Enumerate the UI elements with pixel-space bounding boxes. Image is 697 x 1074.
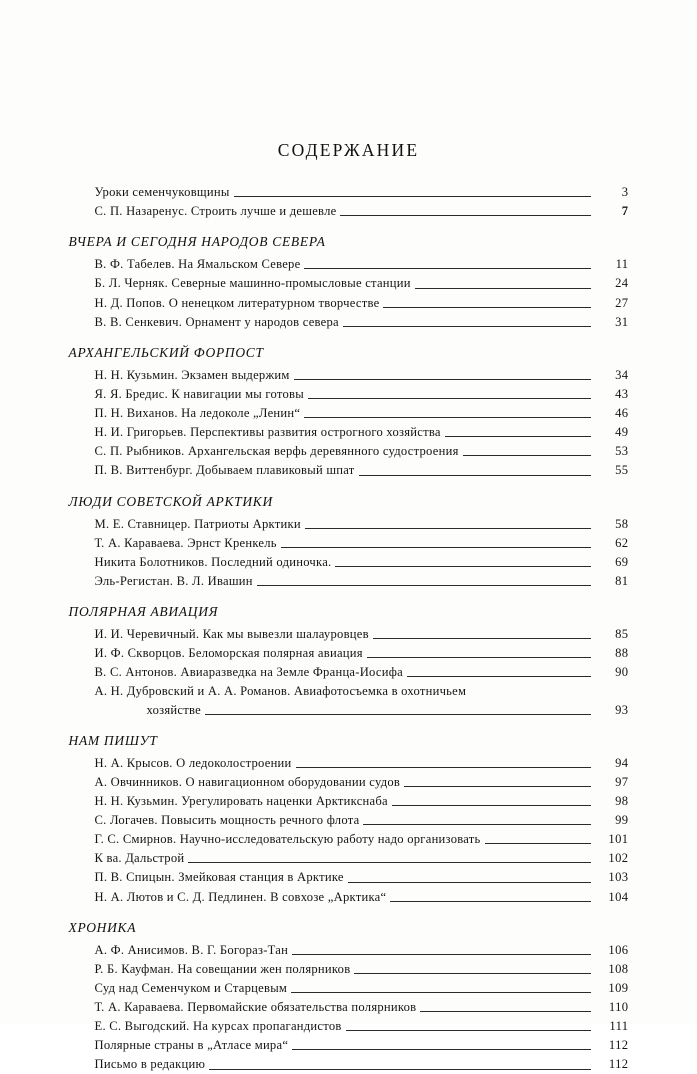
toc-leader-line <box>445 436 591 437</box>
toc-leader-line <box>291 992 590 993</box>
toc-entry-title: Н. А. Крысов. О ледоколостроении <box>94 755 292 770</box>
toc-entry-title: С. П. Назаренус. Строить лучше и дешевле <box>94 204 337 219</box>
toc-entry[interactable] <box>69 960 629 978</box>
toc-entry-title: С. Логачев. Повысить мощность речного флота <box>94 813 360 827</box>
toc-entry-page-number: 49 <box>615 425 629 440</box>
toc-entry-page-number: 62 <box>615 535 629 550</box>
toc-leader-line <box>281 547 591 548</box>
toc-entry-page-number: 106 <box>608 942 629 957</box>
toc-entry-title: Никита Болотников. Последний одиночка. <box>94 554 332 569</box>
page-title: СОДЕРЖАНИЕ <box>277 140 420 160</box>
toc-entry-title: хозяйстве <box>146 702 201 717</box>
toc-entry-page-number: 90 <box>615 665 629 680</box>
toc-entry-title: К ва. Дальстрой <box>94 851 185 866</box>
toc-entry-page-number: 31 <box>615 314 629 329</box>
toc-entry-page-number: 93 <box>615 702 629 717</box>
toc-leader-line <box>383 307 590 308</box>
toc-entry-page-number: 111 <box>609 1019 629 1034</box>
toc-entry[interactable] <box>69 461 629 479</box>
toc-entry[interactable] <box>69 534 629 552</box>
toc-leader-line <box>188 862 590 863</box>
toc-leader-line <box>305 528 591 529</box>
toc-entry-page-number: 112 <box>608 1038 629 1053</box>
toc-entry-title: Р. Б. Кауфман. На совещании жен полярников <box>94 961 351 976</box>
toc-entry-title: С. П. Рыбников. Архангельская верфь деревянного судостроения <box>94 444 459 459</box>
toc-entry[interactable] <box>69 849 629 867</box>
toc-leader-line <box>485 843 591 844</box>
toc-entry-page-number: 99 <box>615 813 629 827</box>
toc-entry-title: Уроки семенчуковщины <box>94 185 230 199</box>
toc-leader-line <box>420 1011 590 1012</box>
toc-entry-title: В. В. Сенкевич. Орнамент у народов севера <box>94 314 339 329</box>
toc-entry-list <box>69 941 629 1074</box>
toc-entry-page-number: 102 <box>608 851 629 866</box>
toc-entry-page-number: 112 <box>608 1057 629 1072</box>
toc-entry-line <box>95 682 629 700</box>
toc-section-heading: ПОЛЯРНАЯ АВИАЦИЯ <box>68 604 219 619</box>
toc-leader-line <box>367 657 591 658</box>
toc-leader-line <box>343 326 591 327</box>
toc-entry-list <box>69 366 629 480</box>
toc-entry[interactable] <box>69 888 629 906</box>
toc-leader-line <box>363 824 590 825</box>
toc-leader-line <box>209 1069 590 1070</box>
toc-section-heading: ЛЮДИ СОВЕТСКОЙ АРКТИКИ <box>68 493 273 509</box>
toc-entry-title: П. В. Спицын. Змейковая станция в Арктике <box>94 870 344 885</box>
toc-entry-page-number: 53 <box>615 444 629 459</box>
toc-entry-line-continued <box>95 701 629 719</box>
toc-leader-line <box>308 398 591 399</box>
toc-entry-title: Суд над Семенчуком и Старцевым <box>94 980 288 995</box>
toc-entry-title: Е. С. Выгодский. На курсах пропагандистов <box>94 1019 342 1034</box>
toc-leader-line <box>407 676 591 677</box>
toc-entry[interactable] <box>69 255 629 273</box>
toc-entry[interactable] <box>69 572 629 590</box>
toc-entry-page-number: 110 <box>608 1000 629 1014</box>
toc-section <box>69 604 629 719</box>
toc-entry-list <box>69 255 629 331</box>
toc-entry[interactable] <box>69 553 629 571</box>
toc-entry-page-number: 43 <box>615 386 629 401</box>
toc-entry-title: В. С. Антонов. Авиаразведка на Земле Франца-Иосифа <box>94 665 403 680</box>
toc-entry-page-number: 97 <box>615 774 629 789</box>
toc-entry[interactable] <box>69 294 629 312</box>
toc-entry-title: Полярные страны в „Атласе мира“ <box>94 1038 289 1053</box>
toc-leader-line <box>463 455 591 456</box>
toc-leader-line <box>392 805 591 806</box>
toc-section <box>69 183 629 220</box>
toc-entry[interactable] <box>69 274 629 292</box>
toc-entry-page-number: 11 <box>615 257 629 272</box>
toc-entry-title: Н. Д. Попов. О ненецком литературном творчестве <box>94 295 380 310</box>
toc-leader-line <box>292 954 590 955</box>
toc-entry[interactable] <box>69 366 629 384</box>
toc-entry-title: П. В. Виттенбург. Добываем плавиковый шпат <box>94 463 355 478</box>
toc-leader-line <box>304 417 590 418</box>
toc-entry-title: Я. Я. Бредис. К навигации мы готовы <box>94 386 304 401</box>
toc-entry-title: Н. Н. Кузьмин. Экзамен выдержим <box>94 367 290 382</box>
toc-leader-line <box>390 901 590 902</box>
toc-entry-page-number: 88 <box>615 646 629 661</box>
toc-entry[interactable] <box>69 442 629 460</box>
toc-leader-line <box>304 268 590 269</box>
toc-entry[interactable] <box>69 202 629 220</box>
toc-entry-list <box>69 515 629 591</box>
toc-leader-line <box>404 786 590 787</box>
toc-entry[interactable] <box>69 644 629 662</box>
toc-entry-title: Н. Н. Кузьмин. Урегулировать наценки Арктикснаба <box>94 793 388 808</box>
toc-leader-line <box>373 638 591 639</box>
toc-entry-title: П. Н. Виханов. На ледоколе „Ленин“ <box>94 406 301 420</box>
toc-entry[interactable] <box>69 1017 629 1035</box>
toc-entry[interactable] <box>69 941 629 959</box>
toc-entry-title: Н. И. Григорьев. Перспективы развития острогного хозяйства <box>94 425 441 440</box>
toc-entry-page-number: 3 <box>621 185 629 199</box>
toc-entry-title: Т. А. Караваева. Эрнст Кренкель <box>94 535 277 550</box>
toc-entry[interactable] <box>69 1036 629 1054</box>
toc-entry-title: М. Е. Ставницер. Патриоты Арктики <box>94 516 301 531</box>
toc-entry[interactable] <box>69 682 629 718</box>
toc-leader-line <box>296 767 591 768</box>
toc-entry-title: Т. А. Караваева. Первомайские обязательства полярников <box>94 1000 417 1014</box>
toc-entry-list <box>69 754 629 906</box>
toc-entry-page-number: 94 <box>615 755 629 770</box>
toc-entry[interactable] <box>69 423 629 441</box>
toc-leader-line <box>294 379 591 380</box>
toc-entry-page-number: 46 <box>615 406 629 420</box>
toc-entry-page-number: 24 <box>615 276 629 291</box>
toc-entry-page-number: 103 <box>608 870 629 885</box>
toc-section-heading: АРХАНГЕЛЬСКИЙ ФОРПОСТ <box>68 344 264 360</box>
toc-leader-line <box>234 196 591 197</box>
toc-entry-title: Б. Л. Черняк. Северные машинно-промысловые станции <box>94 276 411 291</box>
toc-entry-title: Г. С. Смирнов. Научно-исследовательскую работу надо организовать <box>94 832 481 847</box>
toc-entry-page-number: 109 <box>608 980 629 995</box>
toc-entry-title: Письмо в редакцию <box>94 1057 206 1072</box>
toc-section-heading: НАМ ПИШУТ <box>68 732 158 748</box>
toc-entry[interactable] <box>69 868 629 886</box>
toc-entry-page-number: 7 <box>621 204 629 219</box>
toc-leader-line <box>348 882 591 883</box>
toc-entry-page-number: 108 <box>608 961 629 976</box>
toc-entry[interactable] <box>69 625 629 643</box>
toc-section <box>69 345 629 480</box>
table-of-contents <box>69 183 629 1074</box>
toc-leader-line <box>292 1049 590 1050</box>
toc-entry-list <box>69 625 629 719</box>
toc-entry[interactable] <box>69 830 629 848</box>
toc-entry-page-number: 58 <box>615 516 629 531</box>
toc-entry-page-number: 55 <box>615 463 629 478</box>
toc-leader-line <box>340 215 590 216</box>
toc-leader-line <box>205 714 591 715</box>
toc-entry-page-number: 27 <box>615 295 629 310</box>
toc-entry-title: И. И. Черевичный. Как мы вывезли шалауровцев <box>94 627 369 641</box>
toc-entry-page-number: 98 <box>615 793 629 808</box>
toc-entry-title: Н. А. Лютов и С. Д. Педлинен. В совхозе „Арктика“ <box>94 889 387 904</box>
toc-section <box>69 234 629 331</box>
toc-entry-title: В. Ф. Табелев. На Ямальском Севере <box>94 257 301 272</box>
toc-entry-list <box>69 183 629 220</box>
toc-entry[interactable] <box>69 385 629 403</box>
toc-entry[interactable] <box>69 663 629 681</box>
toc-entry[interactable] <box>69 979 629 997</box>
toc-entry[interactable] <box>69 313 629 331</box>
toc-entry-page-number: 81 <box>615 573 629 588</box>
toc-entry-page-number: 85 <box>615 627 629 641</box>
toc-leader-line <box>359 475 591 476</box>
toc-entry-title: А. Ф. Анисимов. В. Г. Богораз-Тан <box>94 942 289 957</box>
toc-leader-line <box>415 288 591 289</box>
toc-entry[interactable] <box>69 404 629 422</box>
toc-entry[interactable] <box>69 998 629 1016</box>
toc-entry-page-number: 104 <box>608 889 629 904</box>
toc-entry[interactable] <box>69 1055 629 1073</box>
toc-entry-title: И. Ф. Скворцов. Беломорская полярная авиация <box>94 646 363 661</box>
toc-entry[interactable] <box>69 754 629 772</box>
toc-entry-title: Эль-Регистан. В. Л. Ивашин <box>94 573 253 588</box>
toc-entry-page-number: 69 <box>615 554 629 569</box>
toc-leader-line <box>257 585 591 586</box>
toc-leader-line <box>335 566 590 567</box>
toc-leader-line <box>346 1030 591 1031</box>
toc-entry-page-number: 101 <box>608 832 629 847</box>
toc-entry-title: А. Н. Дубровский и А. А. Романов. Авиафотосъемка в охотничьем <box>94 684 467 699</box>
toc-section <box>69 494 629 591</box>
toc-section-heading: ХРОНИКА <box>68 919 137 935</box>
toc-entry-title: А. Овчинников. О навигационном оборудовании судов <box>94 774 401 789</box>
toc-entry-page-number: 34 <box>615 367 629 382</box>
toc-entry[interactable] <box>69 515 629 533</box>
toc-section-heading: ВЧЕРА И СЕГОДНЯ НАРОДОВ СЕВЕРА <box>68 234 326 250</box>
toc-section <box>69 920 629 1074</box>
toc-entry[interactable] <box>69 183 629 201</box>
toc-leader-line <box>354 973 590 974</box>
toc-entry[interactable] <box>69 773 629 791</box>
toc-entry[interactable] <box>69 792 629 810</box>
toc-entry[interactable] <box>69 811 629 829</box>
toc-section <box>69 733 629 906</box>
